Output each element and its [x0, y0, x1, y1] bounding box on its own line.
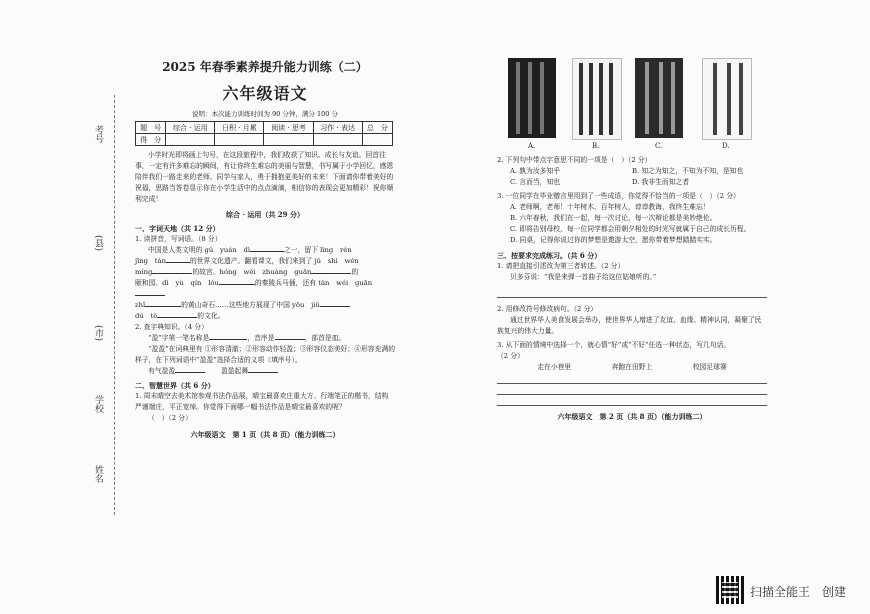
- score-header: 阅读 · 思考: [264, 122, 313, 134]
- score-cell[interactable]: [166, 134, 215, 146]
- quote-text: 贝多芬说：“我是来弹一首曲子给这位姑娘听的。”: [510, 273, 657, 281]
- question-item: 2. 下列句中带点字意思不同的一项是（ ）（2 分）: [497, 156, 652, 164]
- exam-note: 说明：本次能力训练时间为 90 分钟，满分 100 分: [192, 110, 338, 118]
- answer-line[interactable]: [497, 384, 767, 395]
- pinyin: jīng tàn: [135, 257, 166, 265]
- score-cell[interactable]: [264, 134, 313, 146]
- sentence-text: 通过世界华人美食发展会举办，使世界华人增进了友谊、血缘、精神认同，凝聚了民族复兴的伟大力量。: [497, 316, 762, 335]
- score-row-label: 得 分: [136, 134, 166, 146]
- question-item: 1. 周末晴空去美术馆参观书法作品展，晴宝最喜欢庄重大方、行端笔正的楷书，结构严谨端庄，平正宽绰。你觉得下面哪一幅书法作品是晴宝最喜欢的呢？: [135, 392, 389, 411]
- pinyin: dú tè: [135, 312, 158, 320]
- score-cell[interactable]: [215, 134, 264, 146]
- right-page: [497, 155, 767, 422]
- pinyin-line: [135, 256, 395, 267]
- scenario-item[interactable]: 奔跑在田野上: [611, 363, 653, 371]
- pinyin: 的世界文化遗产。翻看课文，我们来到了 jǔ shì wén: [189, 257, 359, 265]
- page-footer: 六年级语文 第 1 页（共 8 页）（能力训练二）: [190, 430, 340, 439]
- score-cell[interactable]: [313, 134, 362, 146]
- pinyin: zhǐ: [135, 301, 146, 309]
- pinyin: 颐和园、dì yù qín lóu: [135, 279, 219, 287]
- binding-label: 考号: [93, 125, 103, 143]
- pinyin-line: [135, 278, 395, 300]
- score-header: 总 分: [362, 122, 392, 134]
- answer-blank[interactable]: [248, 372, 278, 373]
- pinyin: 的黄山奇石……这些地方展现了中国 yōu jiǔ: [181, 301, 320, 309]
- question-item: 1. 请把直接引述改为第三者转述。（2 分）: [497, 262, 625, 270]
- option-item[interactable]: B. 知之为知之，不知为不知，是知也: [632, 167, 744, 175]
- answer-blank[interactable]: [209, 339, 247, 340]
- binding-label: (县): [93, 235, 103, 252]
- answer-paren: （ ）（2 分）: [148, 414, 192, 422]
- option-item[interactable]: C. 即将告别母校，每一位同学都会用朝夕相处的时光写就属于自己的成长历程。: [510, 225, 751, 233]
- dictionary-answers: [135, 366, 395, 377]
- pinyin-line: [135, 311, 395, 322]
- image-label: D.: [722, 142, 730, 150]
- question-item: 3. 从下面的情境中选择一个，就心情“好”或“不好”任选一种状态，写几句话。: [497, 341, 731, 349]
- text: “盈”字第一笔名称是: [148, 334, 210, 342]
- answer-blank[interactable]: [135, 295, 165, 296]
- score-header: 综合 · 运用: [166, 122, 215, 134]
- answer-blank[interactable]: [219, 284, 255, 285]
- calligraphy-image-d: [702, 58, 752, 140]
- exam-title: 2025 年春季素养提升能力训练（二）: [162, 60, 368, 74]
- image-label: B.: [592, 142, 600, 150]
- answer-blank[interactable]: [275, 339, 305, 340]
- score-header: 习作 · 表达: [313, 122, 362, 134]
- answer-blank[interactable]: [320, 306, 350, 307]
- pinyin-line: [135, 245, 395, 256]
- text: ，音序是: [247, 334, 275, 342]
- answer-blank[interactable]: [152, 273, 192, 274]
- pinyin: 之一，留下 lìng rén: [284, 246, 352, 254]
- option-item[interactable]: B. 六年春秋，我们在一起，每一次讨论，每一次辩论都是美妙绝伦。: [510, 214, 717, 222]
- image-label: A.: [528, 142, 536, 150]
- pinyin-line: [135, 300, 395, 311]
- dictionary-line: [135, 333, 395, 344]
- question-heading: 二、智慧世界（共 6 分）: [135, 381, 215, 390]
- intro-text: 小学时光即将画上句号，在这段旅程中，我们收获了知识、成长与友谊。回首往事，一定有许多难忘的瞬间，有让你终生难忘的美丽与智慧，书写属于小学回忆，感恩陪伴我们一路走来的老师、同学与家人，勇于拥抱更美好的未来！下面请你带着美好的祝福，思路当答卷显示你在小学生活中的点点滴滴，相信你的表现会更加精彩！祝你顺利完成！: [135, 151, 394, 203]
- text: 的文化。: [197, 312, 225, 320]
- binding-label: (市): [93, 325, 103, 342]
- binding-label: 姓名: [93, 465, 103, 483]
- pinyin: 中国是人类文明的 gǔ yuán dì: [148, 246, 251, 254]
- score-header: 日积 · 月累: [215, 122, 264, 134]
- answer-blank[interactable]: [311, 273, 351, 274]
- option-item[interactable]: A. 老师啊，老师！十年树木、百年树人，谆谆教诲，我终生难忘！: [510, 203, 710, 211]
- question-item: 1. 读拼音，写词语。（8 分）: [135, 235, 222, 243]
- score-note: （2 分）: [497, 352, 524, 360]
- question-item: 2. 查字典知识。（4 分）: [135, 323, 208, 331]
- option-item[interactable]: A. 孰为汝多知乎: [510, 167, 561, 175]
- option-item[interactable]: D. 同桌，记得你说过你的梦想是遨游太空，愿你带着梦想踏踏实实。: [510, 236, 717, 244]
- answer-blank[interactable]: [250, 251, 284, 252]
- calligraphy-image-b: [572, 58, 622, 140]
- question-item: 2. 用修改符号修改病句。（2 分）: [497, 305, 598, 313]
- answer-blank[interactable]: [166, 262, 190, 263]
- answer-line[interactable]: [497, 395, 767, 406]
- page-footer: 六年级语文 第 2 页（共 8 页）（能力训练二）: [557, 412, 707, 421]
- option-item[interactable]: D. 我非生而知之者: [632, 178, 690, 186]
- text: 盈盈起舞: [220, 367, 249, 375]
- pinyin: 的故宫、hóng wěi zhuàng guān: [192, 268, 312, 276]
- qr-code-icon: [716, 576, 744, 604]
- calligraphy-image-a: [508, 58, 556, 138]
- answer-line[interactable]: [497, 373, 767, 384]
- answer-blank[interactable]: [145, 306, 181, 307]
- answer-blank[interactable]: [157, 317, 197, 318]
- text: 的: [351, 268, 359, 276]
- pinyin: míng: [135, 268, 153, 276]
- score-header: 题 号: [136, 122, 166, 134]
- answer-line[interactable]: [497, 287, 767, 298]
- text: 有气盈盈: [148, 367, 176, 375]
- image-label: C.: [655, 142, 663, 150]
- binding-dashed-line: [114, 95, 115, 515]
- question-item: 3. 一位同学在毕业赠言里用到了一些成语，你觉得不恰当的一项是（ ）（2 分）: [497, 192, 740, 200]
- scenario-item[interactable]: 走在小巷里: [537, 363, 572, 371]
- section-heading: 综合 · 运用（共 29 分）: [226, 210, 304, 219]
- text: ，部首是皿。: [304, 334, 346, 342]
- scanner-watermark: 扫描全能王 创建: [750, 585, 847, 599]
- answer-blank[interactable]: [175, 372, 205, 373]
- option-grid: [497, 166, 767, 188]
- exam-subject: 六年级语文: [222, 84, 308, 103]
- scenario-item[interactable]: 校园足球赛: [692, 363, 727, 371]
- binding-label: 学校: [93, 395, 103, 413]
- left-page: [135, 58, 395, 440]
- pinyin-line: [135, 267, 395, 278]
- dictionary-text: “盈盈”在词典里有 ①形容清澈；②形容动作轻盈；③形容仪态美好；④形容充满的样子，在下列词语中“盈盈”选择合适的义项（填序号）。: [135, 345, 395, 364]
- question-heading: 三、按要求完成练习。（共 6 分）: [497, 251, 602, 260]
- scenario-options: [497, 362, 767, 373]
- option-item[interactable]: C. 言而当，知也: [510, 178, 561, 186]
- binding-margin: [92, 95, 120, 515]
- pinyin: 的秦陵兵马俑，还有 tàn wéi guān: [254, 279, 373, 287]
- score-table: [135, 121, 393, 146]
- score-cell[interactable]: [362, 134, 392, 146]
- calligraphy-image-c: [635, 58, 683, 138]
- question-heading: 一、字词天地（共 12 分）: [135, 224, 220, 233]
